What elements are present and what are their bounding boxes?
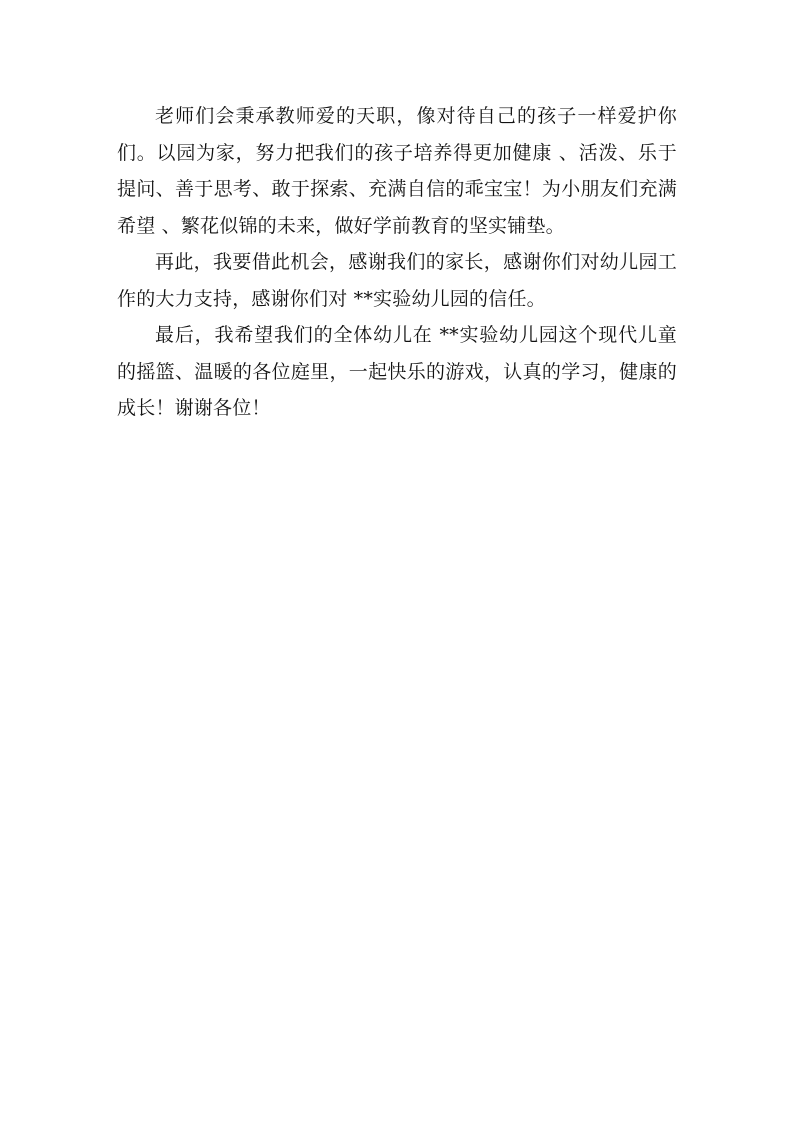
paragraph-closing: 最后，我希望我们的全体幼儿在 **实验幼儿园这个现代儿童的摇篮、温暖的各位庭里，一起快乐的游戏，认真的学习，健康的成长！谢谢各位！ bbox=[117, 324, 677, 419]
paragraph-thanks-parents: 再此，我要借此机会，感谢我们的家长，感谢你们对幼儿园工作的大力支持，感谢你们对 **实验幼儿园的信任。 bbox=[117, 251, 677, 310]
document-body bbox=[117, 98, 677, 427]
paragraph-teachers: 老师们会秉承教师爱的天职，像对待自己的孩子一样爱护你们。以园为家，努力把我们的孩子培养得更加健康 、活泼、乐于提问、善于思考、敢于探索、充满自信的乖宝宝！为小朋友们充满希望 、繁花似锦的未来，做好学前教育的坚实铺垫。 bbox=[117, 105, 677, 237]
